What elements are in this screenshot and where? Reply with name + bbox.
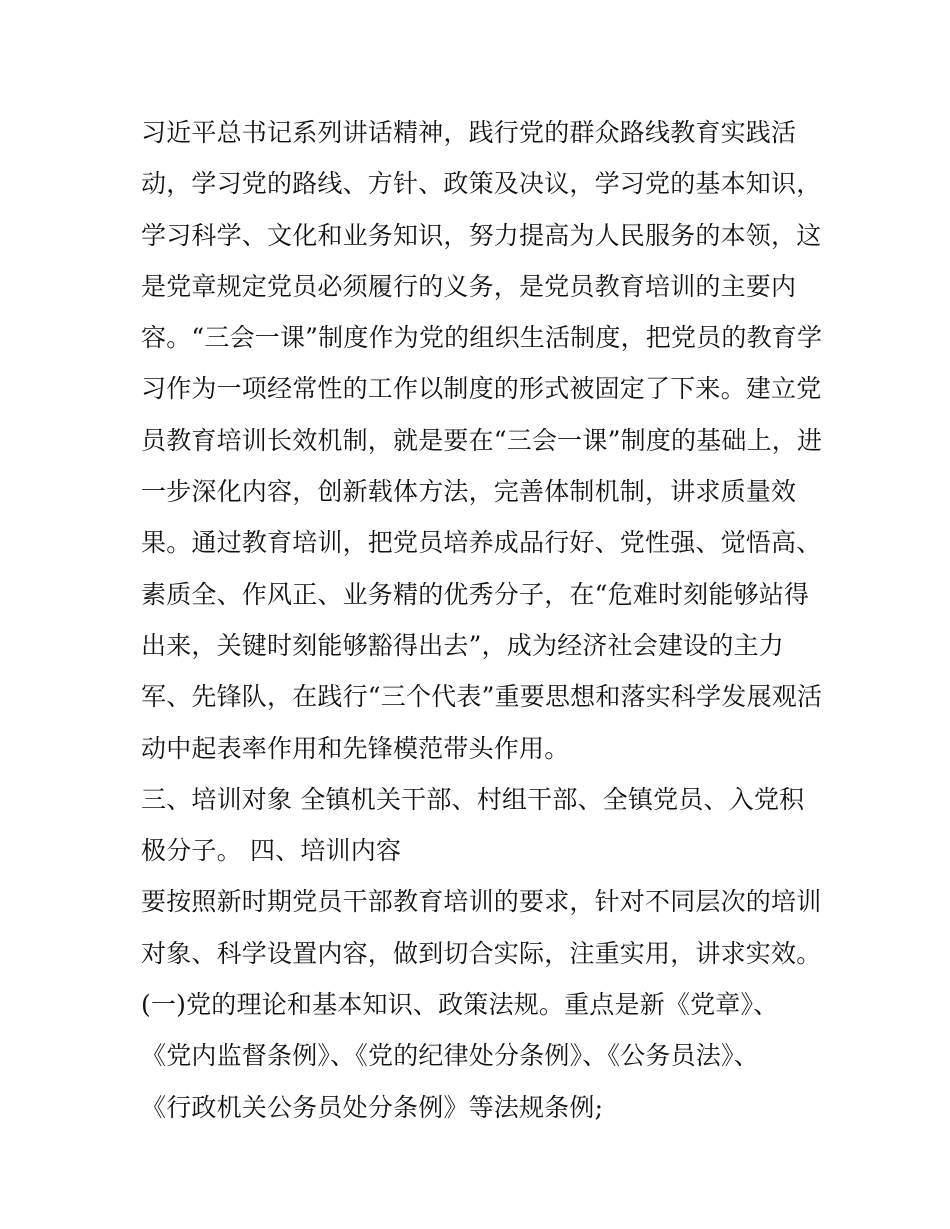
text-line: 素质全、作风正、业务精的优秀分子，在“危难时刻能够站得: [141, 579, 810, 609]
body-text: [141, 107, 821, 1133]
text-line: 容。“三会一课”制度作为党的组织生活制度，把党员的教育学: [141, 323, 823, 353]
text-line: 是党章规定党员必须履行的义务，是党员教育培训的主要内: [141, 271, 797, 301]
text-line: 一步深化内容，创新载体方法，完善体制机制，讲求质量效: [141, 477, 797, 507]
list-item-line: (一)党的理论和基本知识、政策法规。重点是新《党章》、: [141, 990, 779, 1020]
text-line: 要按照新时期党员干部教育培训的要求，针对不同层次的培训: [141, 887, 822, 917]
text-line: 动，学习党的路线、方针、政策及决议，学习党的基本知识，: [141, 169, 822, 199]
text-line: 习近平总书记系列讲话精神，践行党的群众路线教育实践活: [141, 118, 797, 147]
text-line: 军、先锋队，在践行“三个代表”重要思想和落实科学发展观活: [141, 682, 823, 712]
section-heading-line: 极分子。 四、培训内容: [141, 836, 402, 866]
text-line: 果。通过教育培训，把党员培养成品行好、党性强、觉悟高、: [141, 528, 822, 558]
list-item-line: 《党内监督条例》、《党的纪律处分条例》、《公务员法》、: [141, 1041, 759, 1071]
text-line: 对象、科学设置内容，做到切合实际，注重实用，讲求实效。: [141, 938, 822, 968]
text-line: 员教育培训长效机制，就是要在“三会一课”制度的基础上，进: [141, 425, 823, 455]
text-line: 学习科学、文化和业务知识，努力提高为人民服务的本领，这: [141, 220, 822, 250]
text-line: 出来，关键时刻能够豁得出去”，成为经济社会建设的主力: [141, 630, 784, 660]
text-line: 习作为一项经常性的工作以制度的形式被固定了下来。建立党: [141, 374, 822, 404]
section-heading-line: 三、培训对象 全镇机关干部、村组干部、全镇党员、入党积: [141, 784, 805, 814]
text-line: 动中起表率作用和先锋模范带头作用。: [141, 733, 570, 763]
list-item-line: 《行政机关公务员处分条例》等法规条例;: [141, 1092, 604, 1122]
